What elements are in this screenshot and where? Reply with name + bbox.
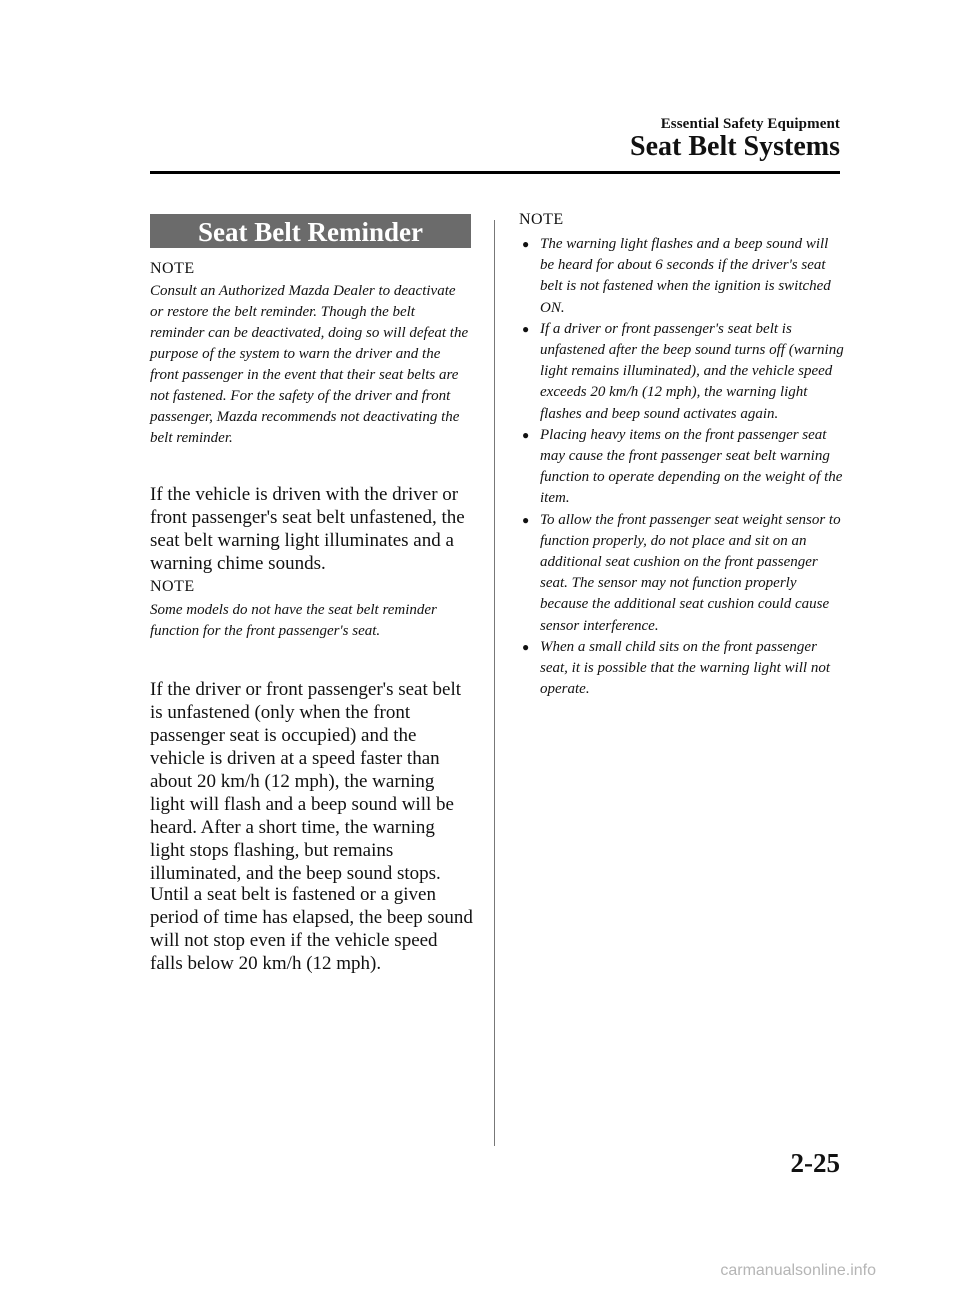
note-text: Some models do not have the seat belt reminder function for the front passenger's seat. [150, 602, 437, 639]
paragraph: If the driver or front passenger's seat belt is unfastened (only when the front passenger seat is occupied) and the vehicle is driven at a speed faster than about 20 km/h (12 mph), the warning light will flash and a beep sound will be heard. After a short time, the warning light stops flashing, but remains illuminated, and the beep sound stops. [150, 679, 462, 884]
paragraph: If the vehicle is driven with the driver or front passenger's seat belt unfastened, the seat belt warning light illuminates and a warning chime sounds. [150, 484, 465, 574]
section-heading: Seat Belt Reminder [150, 214, 471, 248]
note-label: NOTE [150, 260, 195, 277]
note-bullet-list [519, 234, 844, 700]
column-divider [494, 220, 495, 1146]
bullet-icon: ● [522, 321, 530, 336]
paragraph: Until a seat belt is fastened or a given period of time has elapsed, the beep sound will not stop even if the vehicle speed falls below 20 km/h (12 mph). [150, 884, 473, 974]
note-label: NOTE [519, 211, 564, 228]
list-item [519, 637, 844, 701]
list-item-text: The warning light flashes and a beep sound will be heard for about 6 seconds if the driver's seat belt is not fastened when the ignition is switched ON. [540, 236, 831, 316]
bullet-icon: ● [522, 427, 530, 442]
note-label: NOTE [150, 578, 195, 595]
page-number: 2-25 [790, 1148, 840, 1178]
list-item-text: To allow the front passenger seat weight sensor to function properly, do not place and sit on an additional seat cushion on the front passenger seat. The sensor may not function properly because the additional seat cushion could cause sensor interference. [540, 511, 841, 634]
bullet-icon: ● [522, 512, 530, 527]
header-rule [150, 171, 840, 174]
bullet-icon: ● [522, 639, 530, 654]
watermark: carmanualsonline.info [720, 1262, 876, 1279]
list-item-text: When a small child sits on the front passenger seat, it is possible that the warning light will not operate. [540, 638, 831, 698]
note-text: Consult an Authorized Mazda Dealer to deactivate or restore the belt reminder. Though the belt reminder can be deactivated, doing so will defeat the purpose of the system to warn the driver and the front passenger in the event that their seat belts are not fastened. For the safety of the driver and front passenger, Mazda recommends not deactivating the belt reminder. [150, 283, 469, 446]
list-item-text: If a driver or front passenger's seat belt is unfastened after the beep sound turns off (warning light remains illuminated), and the vehicle speed exceeds 20 km/h (12 mph), the warning light flashes and beep sound activates again. [540, 320, 844, 422]
bullet-icon: ● [522, 237, 530, 251]
header-title: Seat Belt Systems [630, 131, 840, 162]
list-item-text: Placing heavy items on the front passenger seat may cause the front passenger seat belt warning function to operate depending on the weight of the item. [540, 426, 843, 507]
list-item [519, 510, 844, 637]
list-item [519, 425, 844, 510]
list-item [519, 234, 844, 319]
list-item [519, 319, 844, 425]
header-section-label: Essential Safety Equipment [660, 116, 840, 132]
